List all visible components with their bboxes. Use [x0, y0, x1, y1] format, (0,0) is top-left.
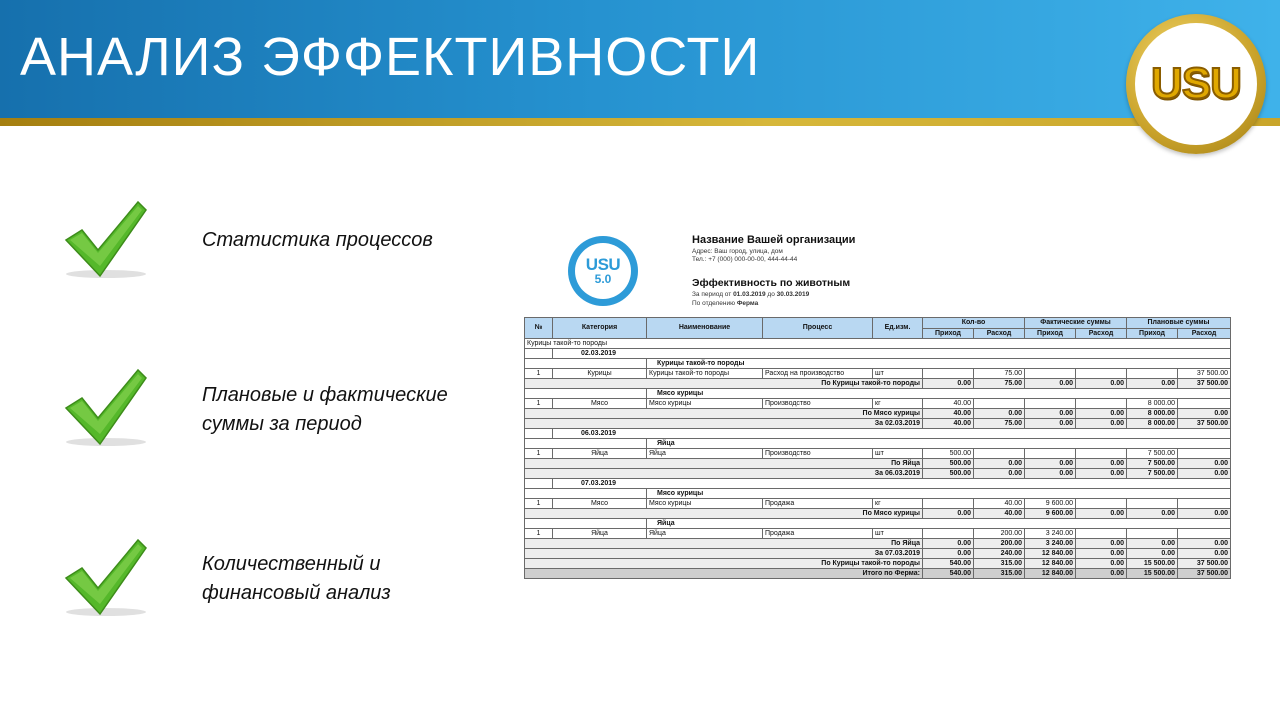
report-logo-main: USU	[585, 255, 621, 274]
date-label: 07.03.2019	[553, 479, 1231, 489]
report-document	[524, 230, 1230, 582]
usu-logo-inner	[1135, 23, 1257, 145]
table-row: 1 Курицы Курицы такой-то породы Расход на производство шт 75.00 37 500.00	[525, 369, 1231, 379]
category-label: Курицы такой-то породы	[647, 359, 1231, 369]
category-label: Мясо курицы	[647, 389, 1231, 399]
checkmark-icon	[58, 538, 154, 618]
table-row: 1 Мясо Мясо курицы Продажа кг 40.00 9 600.00	[525, 499, 1231, 509]
col-plan-out: Расход	[1178, 329, 1231, 339]
bullet-text-3: Количественный и финансовый анализ	[202, 553, 391, 604]
bullet-text-2: Плановые и фактические суммы за период	[202, 384, 448, 435]
period-mid: до	[767, 291, 775, 298]
dept-prefix: По отделению	[692, 300, 736, 307]
date-row	[525, 429, 1231, 439]
date-row	[525, 479, 1231, 489]
period-from: 01.03.2019	[733, 291, 766, 298]
category-row	[525, 519, 1231, 529]
period-prefix: За период от	[692, 291, 732, 298]
group-row	[525, 339, 1231, 349]
col-fact-out: Расход	[1076, 329, 1127, 339]
subtotal-row: По Мясо курицы 0.00 40.00 9 600.00 0.00 0.00 0.00	[525, 509, 1231, 519]
bullet-text-1: Статистика процессов	[202, 229, 433, 251]
grand-total-row: Итого по Ферма: 540.00 315.00 12 840.00 0.00 15 500.00 37 500.00	[525, 569, 1231, 579]
date-row	[525, 349, 1231, 359]
col-category: Категория	[553, 318, 647, 339]
org-address: Адрес: Ваш город, улица, дом	[692, 248, 783, 255]
date-total-row: За 02.03.2019 40.00 75.00 0.00 0.00 8 000.00 37 500.00	[525, 419, 1231, 429]
col-fact-in: Приход	[1025, 329, 1076, 339]
checkmark-icon	[58, 368, 154, 448]
col-plan-in: Приход	[1127, 329, 1178, 339]
category-row	[525, 489, 1231, 499]
subtotal-row: По Яйца 0.00 200.00 3 240.00 0.00 0.00 0.00	[525, 539, 1231, 549]
group-total-row: По Курицы такой-то породы 540.00 315.00 12 840.00 0.00 15 500.00 37 500.00	[525, 559, 1231, 569]
table-row: 1 Яйца Яйца Производство шт 500.00 7 500.00	[525, 449, 1231, 459]
col-fact: Фактические суммы	[1025, 318, 1127, 329]
category-row	[525, 389, 1231, 399]
subtotal-row: По Курицы такой-то породы 0.00 75.00 0.00 0.00 0.00 37 500.00	[525, 379, 1231, 389]
date-label: 02.03.2019	[553, 349, 1231, 359]
report-logo-version: 5.0	[594, 272, 612, 286]
table-row: 1 Мясо Мясо курицы Производство кг 40.00 8 000.00	[525, 399, 1231, 409]
period-to: 30.03.2019	[776, 291, 810, 298]
category-label: Яйца	[647, 439, 1231, 449]
report-logo-inner	[575, 243, 631, 299]
col-num: №	[525, 318, 553, 339]
subtotal-row: По Мясо курицы 40.00 0.00 0.00 0.00 8 000.00 0.00	[525, 409, 1231, 419]
usu-logo	[1126, 14, 1266, 154]
date-total-row: За 07.03.2019 0.00 240.00 12 840.00 0.00 0.00 0.00	[525, 549, 1231, 559]
col-qty: Кол-во	[923, 318, 1025, 329]
page-title: АНАЛИЗ ЭФФЕКТИВНОСТИ	[20, 27, 761, 87]
date-label: 06.03.2019	[553, 429, 1231, 439]
checkmark-icon	[58, 200, 154, 280]
col-plan: Плановые суммы	[1127, 318, 1231, 329]
category-row	[525, 359, 1231, 369]
report-department	[692, 300, 758, 307]
col-process: Процесс	[763, 318, 873, 339]
header-stripe	[0, 118, 1280, 126]
usu-logo-text: USU	[1151, 59, 1241, 108]
report-logo	[568, 236, 638, 306]
col-qty-out: Расход	[974, 329, 1025, 339]
dept-name: Ферма	[736, 300, 759, 307]
report-title: Эффективность по животным	[692, 277, 851, 289]
subtotal-row: По Яйца 500.00 0.00 0.00 0.00 7 500.00 0.00	[525, 459, 1231, 469]
table-row: 1 Яйца Яйца Продажа шт 200.00 3 240.00	[525, 529, 1231, 539]
date-total-row: За 06.03.2019 500.00 0.00 0.00 0.00 7 500.00 0.00	[525, 469, 1231, 479]
group-label: Курицы такой-то породы	[525, 339, 1231, 349]
org-name: Название Вашей организации	[692, 234, 856, 246]
col-qty-in: Приход	[923, 329, 974, 339]
category-label: Яйца	[647, 519, 1231, 529]
report-table	[524, 317, 1231, 579]
category-row	[525, 439, 1231, 449]
col-name: Наименование	[647, 318, 763, 339]
table-header-row	[525, 318, 1231, 329]
report-period	[692, 291, 809, 298]
category-label: Мясо курицы	[647, 489, 1231, 499]
org-phone: Тел.: +7 (000) 000-00-00, 444-44-44	[692, 256, 798, 263]
col-unit: Ед.изм.	[873, 318, 923, 339]
